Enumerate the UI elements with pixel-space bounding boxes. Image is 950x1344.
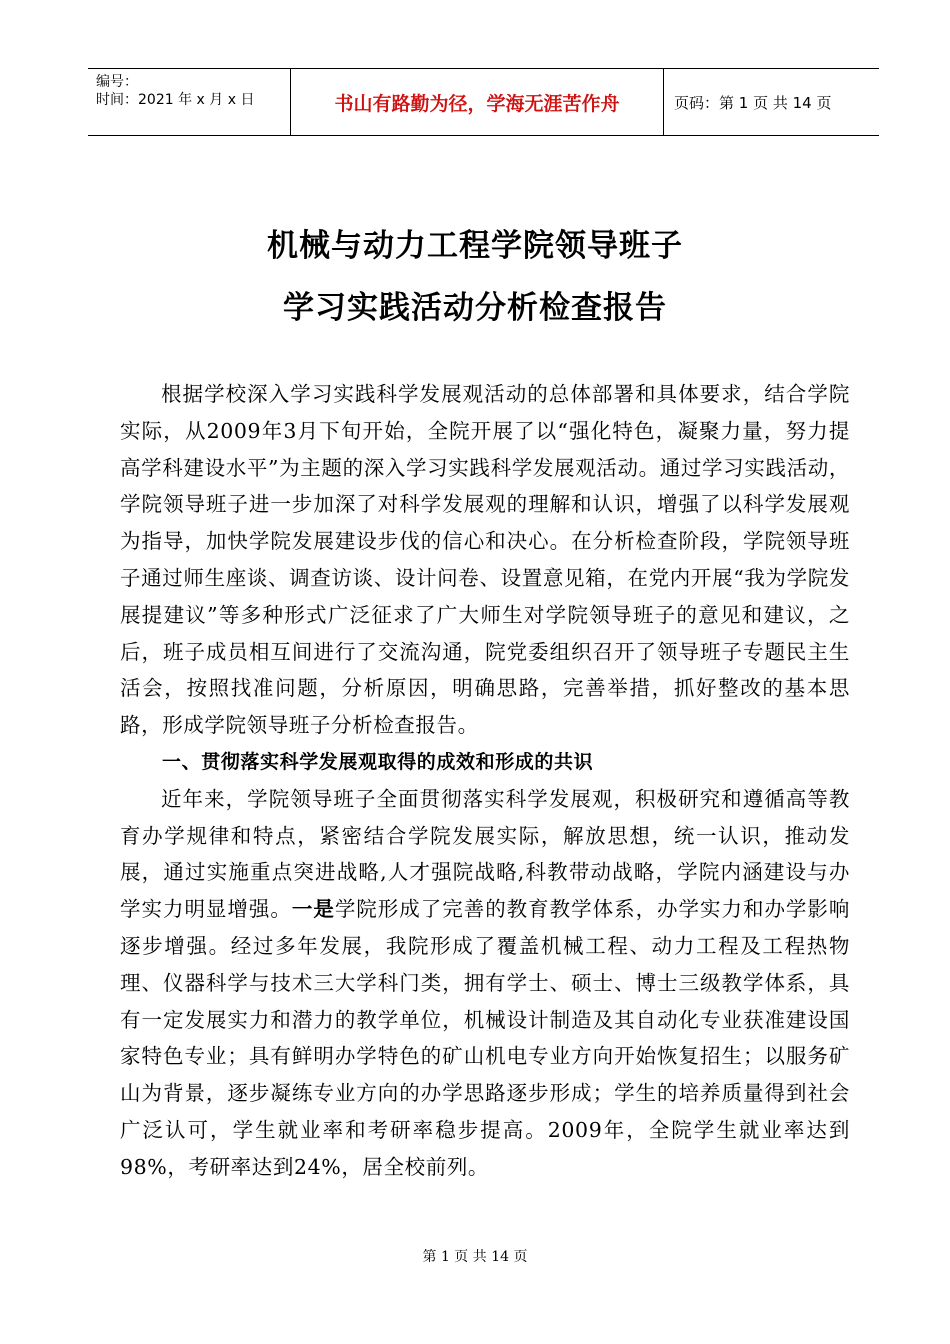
section-1-paragraph xyxy=(120,781,850,1186)
document-title-line-2: 学习实践活动分析检查报告 xyxy=(283,290,667,326)
document-body xyxy=(120,376,850,1186)
document-title-line-1: 机械与动力工程学院领导班子 xyxy=(267,228,683,264)
paragraph-text-b: 学院形成了完善的教育教学体系，办学实力和办学影响逐步增强。经过多年发展，我院形成了覆盖机械工程、动力工程及工程热物理、仪器科学与技术三大学科门类，拥有学士、硕士、博士三级教学体系，具有一定发展实力和潜力的教学单位，机械设计制造及其自动化专业获准建设国家特色专业；具有鲜明办学特色的矿山机电专业方向开始恢复招生；以服务矿山为背景，逐步凝练专业方向的办学思路逐步形成；学生的培养质量得到社会广泛认可，学生就业率和考研率稳步提高。2009年，全院学生就业率达到98%，考研率达到24%，居全校前列。 xyxy=(120,897,850,1179)
emphasis-first: 一是 xyxy=(291,897,335,922)
header-motto: 书山有路勤为径，学海无涯苦作舟 xyxy=(291,69,664,135)
serial-label: 编号： xyxy=(96,74,138,90)
section-heading-1: 一、贯彻落实科学发展观取得的成效和形成的共识 xyxy=(162,750,594,773)
paragraph-text-a: 近年来，学院领导班子全面贯彻落实科学发展观，积极研究和遵循高等教育办学规律和特点，紧密结合学院发展实际，解放思想，统一认识，推动发展，通过实施重点突进战略,人才强院战略,科教带动战略，学院内涵建设与办学实力明显增强。 xyxy=(120,786,850,922)
header-meta-cell xyxy=(88,69,291,135)
page-footer: 第 1 页 共 14 页 xyxy=(422,1249,528,1265)
intro-paragraph: 根据学校深入学习实践科学发展观活动的总体部署和具体要求，结合学院实际，从2009年3月下旬开始，全院开展了以“强化特色，凝聚力量，努力提高学科建设水平”为主题的深入学习实践科学发展观活动。通过学习实践活动，学院领导班子进一步加深了对科学发展观的理解和认识，增强了以科学发展观为指导，加快学院发展建设步伐的信心和决心。在分析检查阶段，学院领导班子通过师生座谈、调查访谈、设计问卷、设置意见箱，在党内开展“我为学院发展提建议”等多种形式广泛征求了广大师生对学院领导班子的意见和建议，之后，班子成员相互间进行了交流沟通，院党委组织召开了领导班子专题民主生活会，按照找准问题，分析原因，明确思路，完善举措，抓好整改的基本思路，形成学院领导班子分析检查报告。 xyxy=(120,382,850,738)
header-page-info: 页码：第 1 页 共 14 页 xyxy=(674,93,832,112)
header-table xyxy=(88,68,879,136)
time-label: 时间：2021 年 x 月 x 日 xyxy=(96,92,255,108)
